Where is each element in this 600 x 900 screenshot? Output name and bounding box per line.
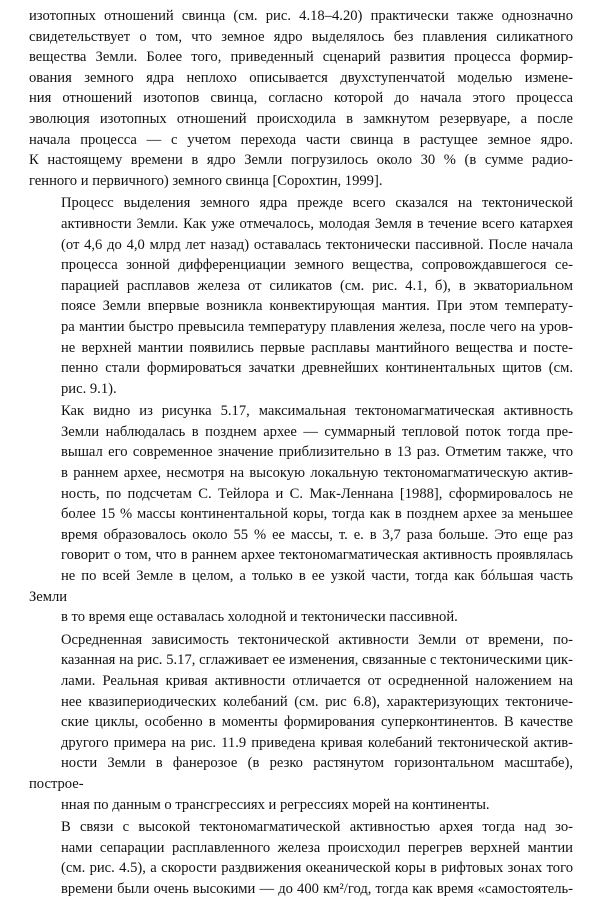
paragraph-1 [29, 6, 573, 191]
text-line: говорит о том, что в раннем архее тектономагматическая активность проявлялась [61, 547, 573, 564]
paragraph-4 [29, 630, 573, 815]
text-line: не верхней мантии появились первые расплавы мантийного вещества и посте- [61, 339, 573, 356]
text-line: нная по данным о трансгрессиях и регрессиях морей на континенты. [61, 796, 490, 813]
text-line: свидетельствует о том, что земное ядро выделялось без плавления силикатного [29, 28, 573, 45]
text-line: Осредненная зависимость тектонической активности Земли от времени, по- [61, 631, 573, 648]
text-line: К настоящему времени в ядро Земли погрузилось около 30 % (в сумме радио- [29, 152, 573, 169]
text-line: время образовалось около 55 % ее массы, т. е. в 3,7 раза больше. Это еще раз [61, 526, 573, 543]
paragraph-3 [29, 401, 573, 628]
text-line: (см. рис. 4.5), а скорости раздвижения океанической коры в рифтовых зонах того [61, 860, 573, 877]
text-line: эволюция изотопных отношений происходила в замкнутом резервуаре, а после [29, 110, 573, 127]
text-line: ность, по подсчетам С. Тейлора и С. Мак-Леннана [1988], сформировалось не [61, 485, 573, 502]
text-line: лами. Реальная кривая активности отличается от осредненной наложением на [61, 673, 573, 689]
text-line: нее квазипериодических колебаний (см. рис 6.8), характеризующих тектониче- [61, 693, 573, 710]
text-line: другого примера на рис. 11.9 приведена кривая колебаний тектонической актив- [61, 734, 573, 751]
text-line: ские циклы, особенно в моменты формирования суперконтинентов. В качестве [61, 714, 573, 731]
text-line: активности Земли. Как уже отмечалось, молодая Земля в течение всего катархея [61, 215, 573, 232]
text-line: генного и первичного) земного свинца [Сорохтин, 1999]. [29, 172, 383, 189]
text-line: поясе Земли впервые возникла конвектирующая мантия. При этом температу- [61, 298, 573, 315]
text-line: процесса зонной дифференциации земного вещества, сопровождавшегося се- [61, 257, 573, 274]
text-line: пенно стали формироваться зачатки древнейших континентальных щитов (см. [61, 360, 573, 377]
text-line: в раннем архее, несмотря на высокую локальную тектономагматическую актив- [61, 465, 573, 482]
text-line: нами сепарации расплавленного железа происходил перегрев верхней мантии [61, 839, 573, 856]
paragraph-2 [29, 193, 573, 399]
text-line: Процесс выделения земного ядра прежде всего сказался на тектонической [61, 195, 573, 212]
text-line: рис. 9.1). [61, 380, 117, 397]
text-line: ния отношений изотопов свинца, согласно которой до начала этого процесса [29, 90, 573, 107]
text-line: парацией расплавов железа от силикатов (см. рис. 4.1, б), в экваториальном [61, 277, 573, 294]
paragraph-5 [29, 817, 573, 899]
text-line: времени были очень высокими — до 400 км²/год, тогда как время «самостоятель- [61, 880, 573, 897]
text-line: (от 4,6 до 4,0 млрд лет назад) оставалась тектонически пассивной. После начала [61, 236, 573, 253]
text-line: Как видно из рисунка 5.17, максимальная тектономагматическая активность [61, 403, 573, 420]
text-line: изотопных отношений свинца (см. рис. 4.18–4.20) практически также однозначно [29, 8, 573, 24]
text-line: вещества Земли. Более того, приведенный сценарий развития процесса формир- [29, 49, 573, 66]
text-line: более 15 % массы континентальной коры, тогда как в позднем архее за меньшее [61, 506, 573, 523]
text-line: В связи с высокой тектономагматической активностью архея тогда над зо- [61, 819, 573, 836]
text-line: вышал его современное значение приблизительно в 13 раз. Отметим также, что [61, 444, 573, 461]
text-line: начала процесса — с учетом перехода части свинца в растущее земное ядро. [29, 131, 573, 148]
text-line: ности Земли в фанерозое (в резко растянутом горизонтальном масштабе), построе- [29, 755, 573, 792]
text-line: в то время еще оставалась холодной и тектонически пассивной. [61, 609, 458, 626]
text-line: казанная на рис. 5.17, сглаживает ее изменения, связанные с тектоническими цик- [61, 652, 573, 669]
text-line: не по всей Земле в целом, а только в ее узкой части, тогда как бóльшая часть Земли [29, 568, 573, 605]
text-line: ования земного ядра неплохо описывается двухступенчатой моделью измене- [29, 69, 573, 86]
text-line: ра мантии быстро превысила температуру плавления железа, после чего на уров- [61, 318, 573, 335]
text-line: Земли наблюдалась в позднем архее — суммарный тепловой поток тогда пре- [61, 423, 573, 440]
